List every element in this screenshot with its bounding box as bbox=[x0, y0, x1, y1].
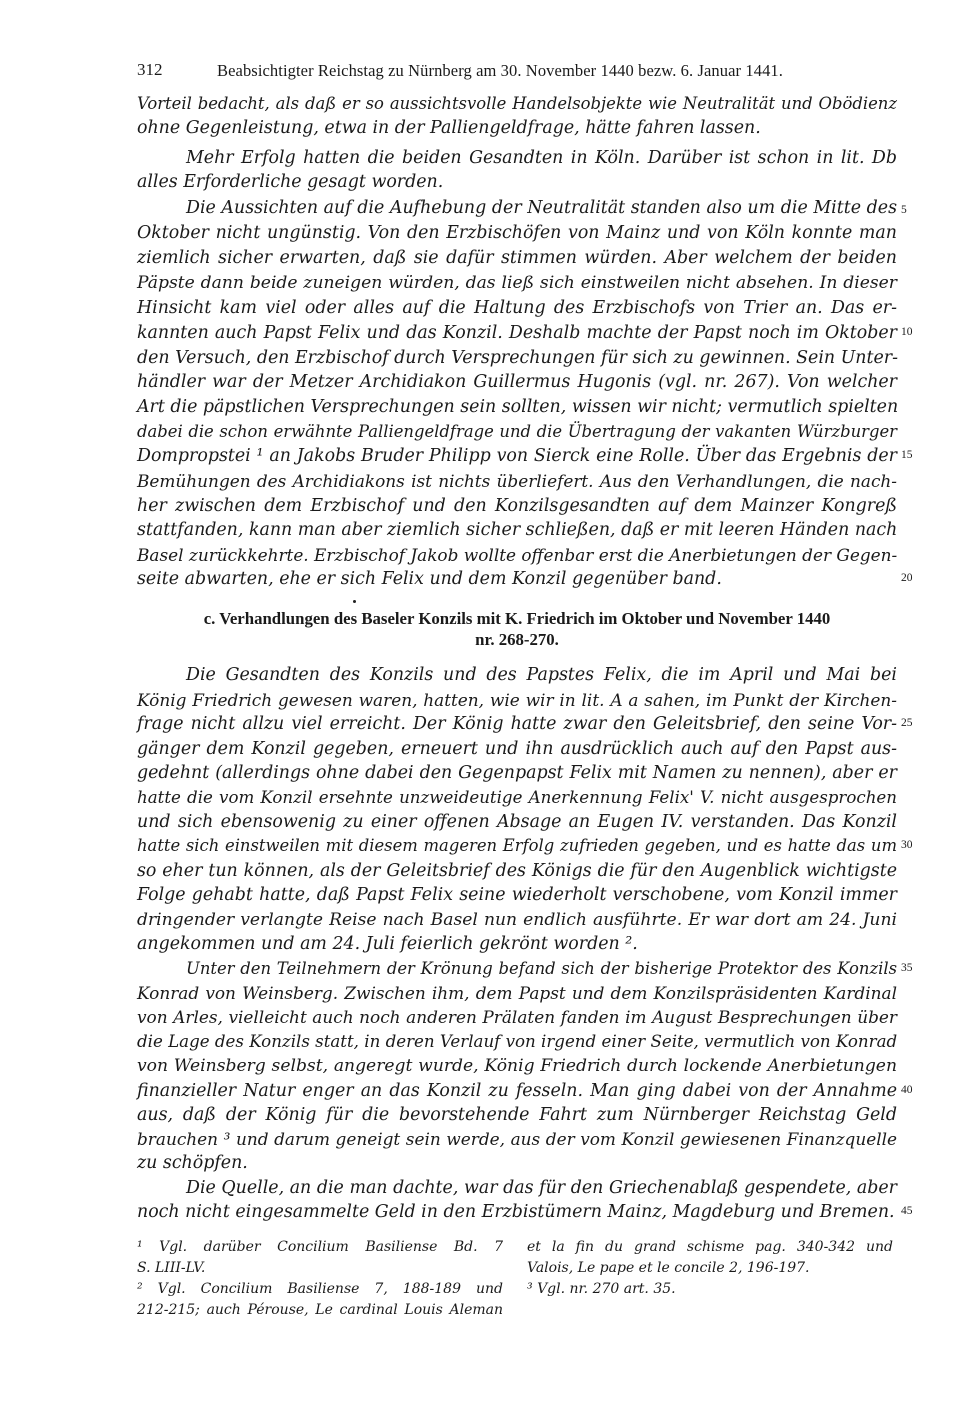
footnotes-left-column bbox=[137, 1237, 503, 1321]
text-line: angekommen und am 24. Juli feierlich gekrönt worden ². bbox=[137, 934, 638, 954]
text-line: König Friedrich gewesen waren, hatten, wie wir in lit. A a sahen, im Punkt der Kirchen- bbox=[137, 690, 897, 710]
footnote-2-cont: et la fin du grand schisme pag. 340-342 und bbox=[527, 1239, 893, 1255]
text-line: von Arles, vielleicht auch noch anderen Prälaten fanden im August Besprechungen über bbox=[137, 1007, 897, 1027]
text-line: Vorteil bedacht, als daß er so aussichtsvolle Handelsobjekte wie Neutralität und Obödienz bbox=[137, 94, 897, 113]
footnote-1-cont: S. LIII-LV. bbox=[137, 1260, 206, 1276]
text-line: Basel zurückkehrte. Erzbischof Jakob wollte offenbar erst die Anerbietungen der Gegen- bbox=[137, 545, 898, 565]
line-number: 5 bbox=[901, 204, 907, 216]
text-line: zu schöpfen. bbox=[137, 1153, 248, 1173]
text-line: gedehnt (allerdings ohne dabei den Gegenpapst Felix mit Namen zu nennen), aber er bbox=[137, 763, 897, 783]
line-number: 15 bbox=[901, 449, 913, 461]
footnote-3: ³ Vgl. nr. 270 art. 35. bbox=[527, 1281, 676, 1297]
text-line: Art die päpstlichen Versprechungen sein sollten, wissen wir nicht; vermutlich spielten bbox=[137, 397, 899, 417]
text-line: noch nicht eingesammelte Geld in den Erzbistümern Mainz, Magdeburg und Bremen. bbox=[137, 1202, 895, 1222]
text-line: Die Gesandten des Konzils und des Papstes Felix, die im April und Mai bei bbox=[186, 665, 897, 685]
text-line: so eher tun können, als der Geleitsbrief des Königs die für den Augenblick wichtigste bbox=[137, 861, 897, 881]
footnotes-right-column bbox=[527, 1237, 893, 1300]
text-line: Mehr Erfolg hatten die beiden Gesandten in Köln. Darüber ist schon in lit. Db bbox=[186, 148, 897, 168]
line-number: 10 bbox=[901, 326, 913, 338]
line-number: 30 bbox=[901, 839, 913, 851]
text-line: Konrad von Weinsberg. Zwischen ihm, dem Papst und dem Konzilspräsidenten Kardinal bbox=[137, 983, 897, 1003]
text-line: brauchen ³ und darum geneigt sein werde, aus der vom Konzil gewiesenen Finanzquelle bbox=[137, 1129, 897, 1149]
text-line: her zwischen dem Erzbischof und den Konzilsgesandten auf dem Mainzer Kongreß bbox=[137, 496, 897, 516]
text-line: kannten auch Papst Felix und das Konzil. Deshalb machte der Papst noch im Oktober bbox=[137, 323, 897, 343]
text-line: finanzieller Natur enger an das Konzil zu fesseln. Man ging dabei von der Annahme bbox=[137, 1081, 897, 1101]
footnote-1: ¹ Vgl. darüber Concilium Basiliense Bd. 7 bbox=[137, 1239, 503, 1255]
text-line: den Versuch, den Erzbischof durch Versprechungen für sich zu gewinnen. Sein Unter- bbox=[137, 348, 898, 368]
page-number: 312 bbox=[137, 60, 163, 79]
footnote-2: ² Vgl. Concilium Basiliense 7, 188-189 und bbox=[137, 1281, 503, 1297]
text-line: Bemühungen des Archidiakons ist nichts überliefert. Aus den Verhandlungen, die nach- bbox=[137, 471, 897, 491]
text-line: dringender verlangte Reise nach Basel nun endlich ausführte. Er war dort am 24. Juni bbox=[137, 910, 897, 930]
line-number: 25 bbox=[901, 717, 913, 729]
text-line: Hinsicht kam viel oder alles auf die Haltung des Erzbischofs von Trier an. Das er- bbox=[137, 298, 897, 318]
text-line: Päpste dann beide zuneigen würden, das ließ sich einstweilen nicht absehen. In dieser bbox=[137, 273, 897, 293]
text-line: und sich ebensowenig zu einer offenen Absage an Eugen IV. verstanden. Das Konzil bbox=[137, 812, 897, 832]
text-line: händler war der Metzer Archidiakon Guillermus Hugonis (vgl. nr. 267). Von welcher bbox=[137, 372, 897, 392]
printing-dot bbox=[353, 600, 356, 603]
text-line: Unter den Teilnehmern der Krönung befand sich der bisherige Protektor des Konzils bbox=[186, 959, 897, 978]
section-heading: c. Verhandlungen des Baseler Konzils mit K. Friedrich im Oktober und November 1440 bbox=[203, 609, 831, 628]
text-line: die Lage des Konzils statt, in deren Verlauf von irgend einer Seite, vermutlich von Konrad bbox=[137, 1032, 898, 1051]
text-line: frage nicht allzu viel erreicht. Der König hatte zwar den Geleitsbrief, den seine Vor- bbox=[137, 714, 897, 734]
footnote-2-cont: 212-215; auch Pérouse, Le cardinal Louis Aleman bbox=[137, 1302, 503, 1318]
text-line: gänger dem Konzil gegeben, erneuert und ihn ausdrücklich auch auf den Papst aus- bbox=[137, 739, 897, 759]
line-number: 40 bbox=[901, 1084, 913, 1096]
text-line: stattfanden, kann man aber ziemlich sicher schließen, daß er mit leeren Händen nach bbox=[137, 520, 898, 540]
text-line: dabei die schon erwähnte Palliengeldfrage und die Übertragung der vakanten Würzburger bbox=[137, 422, 897, 441]
text-line: alles Erforderliche gesagt worden. bbox=[137, 172, 444, 192]
text-line: ohne Gegenleistung, etwa in der Palliengeldfrage, hätte fahren lassen. bbox=[137, 118, 761, 138]
line-number: 45 bbox=[901, 1205, 913, 1217]
text-line: Oktober nicht ungünstig. Von den Erzbischöfen von Mainz und von Köln konnte man bbox=[137, 223, 897, 243]
line-number: 35 bbox=[901, 962, 913, 974]
text-line: Dompropstei ¹ an Jakobs Bruder Philipp von Sierck eine Rolle. Über das Ergebnis der bbox=[137, 446, 897, 466]
text-line: ziemlich sicher erwarten, daß sie dafür stimmen würden. Aber welchem der beiden bbox=[137, 248, 897, 268]
text-line: seite abwarten, ehe er sich Felix und dem Konzil gegenüber band. bbox=[137, 569, 722, 589]
text-line: Folge gehabt hatte, daß Papst Felix seine wiederholt verschobene, vom Konzil immer bbox=[137, 885, 897, 905]
text-line: Die Aussichten auf die Aufhebung der Neutralität standen also um die Mitte des bbox=[186, 198, 897, 218]
text-line: hatte sich einstweilen mit diesem mageren Erfolg zufrieden gegeben, und es hatte das um bbox=[137, 836, 897, 855]
text-line: aus, daß der König für die bevorstehende Fahrt zum Nürnberger Reichstag Geld bbox=[137, 1105, 897, 1125]
text-line: von Weinsberg selbst, angeregt wurde, König Friedrich durch lockende Anerbietungen bbox=[137, 1056, 897, 1076]
running-title: Beabsichtigter Reichstag zu Nürnberg am 30. November 1440 bezw. 6. Januar 1441. bbox=[217, 61, 783, 80]
line-number: 20 bbox=[901, 572, 913, 584]
text-line: Die Quelle, an die man dachte, war das für den Griechenablaß gespendete, aber bbox=[186, 1178, 897, 1198]
section-heading-numbers: nr. 268-270. bbox=[475, 630, 559, 649]
text-line: hatte die vom Konzil ersehnte unzweideutige Anerkennung Felix' V. nicht ausgesprochen bbox=[137, 788, 897, 807]
footnote-2-cont: Valois, Le pape et le concile 2, 196-197. bbox=[527, 1260, 810, 1276]
